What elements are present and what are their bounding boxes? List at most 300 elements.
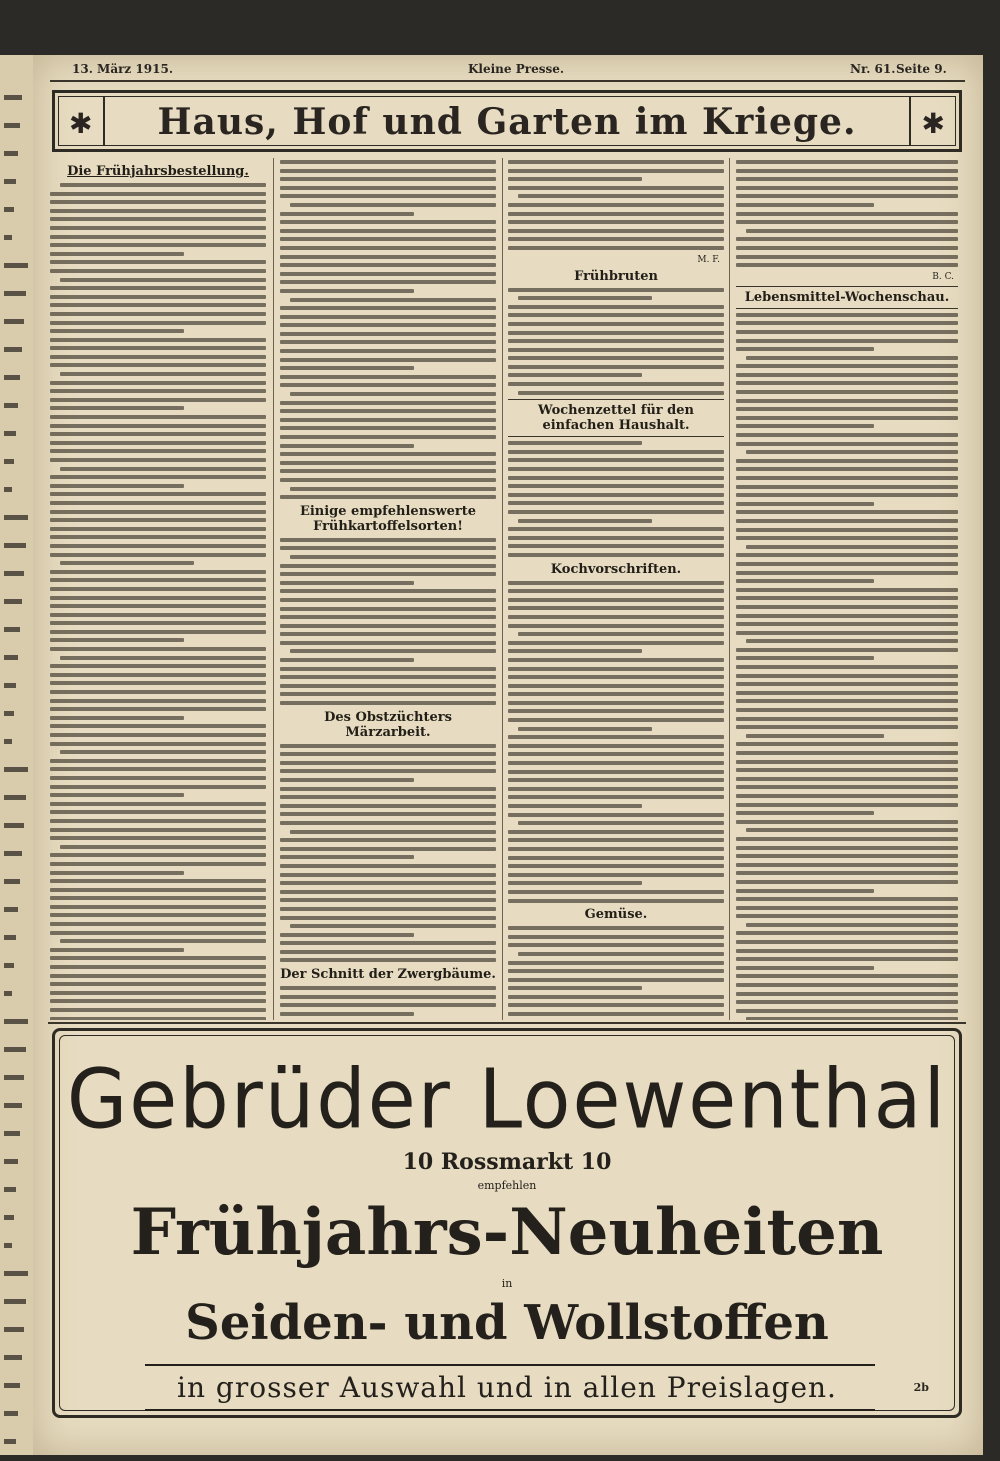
text-line bbox=[280, 323, 496, 327]
text-line bbox=[280, 752, 496, 756]
text-line bbox=[736, 364, 958, 368]
ad-verb: empfehlen bbox=[477, 1179, 537, 1192]
text-line bbox=[280, 881, 496, 885]
text-line bbox=[50, 724, 266, 728]
text-line bbox=[60, 278, 266, 282]
text-line bbox=[280, 538, 496, 542]
article-body bbox=[508, 160, 724, 250]
text-line bbox=[50, 458, 266, 462]
text-line bbox=[736, 605, 958, 609]
text-line bbox=[736, 717, 958, 721]
adjacent-text-fragment bbox=[4, 95, 22, 100]
text-line bbox=[50, 295, 266, 299]
text-line bbox=[736, 854, 958, 858]
text-line bbox=[50, 355, 266, 359]
text-line bbox=[508, 718, 724, 722]
text-line bbox=[280, 435, 496, 439]
text-line bbox=[736, 871, 958, 875]
text-line bbox=[50, 913, 266, 917]
author-initials: B. C. bbox=[932, 271, 954, 282]
text-line bbox=[60, 845, 266, 849]
text-line bbox=[508, 212, 724, 216]
text-line bbox=[280, 349, 496, 353]
ad-mark: 2b bbox=[913, 1381, 929, 1394]
text-line bbox=[518, 519, 652, 523]
text-line bbox=[280, 169, 496, 173]
text-line bbox=[50, 905, 266, 909]
text-line bbox=[280, 220, 496, 224]
text-line bbox=[736, 725, 958, 729]
section-title: Haus, Hof und Garten im Kriege. bbox=[157, 101, 857, 143]
text-line bbox=[280, 933, 414, 937]
text-line bbox=[50, 312, 266, 316]
text-line bbox=[736, 992, 958, 996]
text-line bbox=[50, 673, 266, 677]
text-line bbox=[50, 441, 266, 445]
text-line bbox=[280, 615, 496, 619]
text-line bbox=[508, 873, 724, 877]
text-line bbox=[508, 339, 724, 343]
text-line bbox=[50, 948, 184, 952]
adjacent-text-fragment bbox=[4, 599, 22, 604]
text-line bbox=[50, 449, 266, 453]
text-line bbox=[736, 433, 958, 437]
text-line bbox=[50, 759, 266, 763]
adjacent-text-fragment bbox=[4, 683, 16, 688]
text-line bbox=[290, 392, 496, 396]
text-line bbox=[508, 220, 724, 224]
text-line bbox=[736, 321, 958, 325]
text-line bbox=[280, 461, 496, 465]
adjacent-text-fragment bbox=[4, 1355, 22, 1360]
text-line bbox=[736, 476, 958, 480]
text-line bbox=[280, 469, 496, 473]
adjacent-text-fragment bbox=[4, 207, 14, 212]
text-line bbox=[280, 280, 496, 284]
text-line bbox=[50, 235, 266, 239]
text-line bbox=[736, 966, 874, 970]
text-line bbox=[736, 399, 958, 403]
text-line bbox=[508, 692, 724, 696]
adjacent-text-fragment bbox=[4, 1411, 18, 1416]
text-line bbox=[280, 589, 496, 593]
adjacent-text-fragment bbox=[4, 711, 14, 716]
adjacent-text-fragment bbox=[4, 655, 18, 660]
text-line bbox=[280, 838, 496, 842]
text-line bbox=[290, 830, 496, 834]
advertisement bbox=[52, 1028, 962, 1418]
text-line bbox=[280, 624, 496, 628]
adjacent-text-fragment bbox=[4, 263, 28, 268]
text-line bbox=[508, 838, 724, 842]
ad-headline: Frühjahrs-Neuheiten bbox=[130, 1195, 884, 1270]
text-line bbox=[736, 339, 958, 343]
text-line bbox=[50, 681, 266, 685]
text-line bbox=[280, 812, 496, 816]
text-line bbox=[736, 794, 958, 798]
text-line bbox=[736, 1000, 958, 1004]
text-line bbox=[736, 553, 958, 557]
text-line bbox=[736, 407, 958, 411]
text-line bbox=[50, 922, 266, 926]
text-line bbox=[736, 949, 958, 953]
adjacent-text-fragment bbox=[4, 571, 24, 576]
text-line bbox=[508, 778, 724, 782]
text-line bbox=[508, 356, 724, 360]
text-line bbox=[518, 952, 724, 956]
text-line bbox=[508, 881, 642, 885]
text-line bbox=[50, 733, 266, 737]
text-line bbox=[508, 237, 724, 241]
adjacent-text-fragment bbox=[4, 1215, 14, 1220]
adjacent-text-fragment bbox=[4, 627, 20, 632]
column-1 bbox=[50, 160, 266, 1020]
text-line bbox=[518, 194, 724, 198]
text-line bbox=[736, 169, 958, 173]
text-line bbox=[50, 501, 266, 505]
text-line bbox=[50, 269, 266, 273]
text-line bbox=[50, 510, 266, 514]
text-line bbox=[280, 916, 496, 920]
text-line bbox=[508, 382, 724, 386]
text-line bbox=[508, 527, 724, 531]
adjacent-text-fragment bbox=[4, 487, 12, 492]
text-line bbox=[60, 656, 266, 660]
text-line bbox=[508, 795, 724, 799]
text-line bbox=[280, 873, 496, 877]
adjacent-text-fragment bbox=[4, 991, 12, 996]
text-line bbox=[736, 562, 958, 566]
text-line bbox=[508, 458, 724, 462]
text-line bbox=[508, 813, 724, 817]
text-line bbox=[280, 898, 496, 902]
issue-number: Nr. 61. bbox=[850, 62, 896, 76]
text-line bbox=[518, 727, 652, 731]
text-line bbox=[50, 192, 266, 196]
text-line bbox=[508, 684, 724, 688]
text-line bbox=[50, 776, 266, 780]
text-line bbox=[280, 263, 496, 267]
adjacent-text-fragment bbox=[4, 1243, 12, 1248]
text-line bbox=[736, 880, 958, 884]
text-line bbox=[736, 255, 958, 259]
adjacent-text-fragment bbox=[4, 179, 16, 184]
text-line bbox=[736, 502, 874, 506]
text-line bbox=[50, 853, 266, 857]
section-banner bbox=[52, 90, 962, 152]
text-line bbox=[50, 999, 266, 1003]
text-line bbox=[280, 847, 496, 851]
adjacent-text-fragment bbox=[4, 851, 22, 856]
text-line bbox=[280, 186, 496, 190]
text-line bbox=[736, 160, 958, 164]
article-body bbox=[736, 160, 958, 267]
text-line bbox=[508, 331, 724, 335]
text-line bbox=[746, 450, 958, 454]
text-line bbox=[736, 330, 958, 334]
text-line bbox=[508, 761, 724, 765]
text-line bbox=[280, 444, 414, 448]
text-line bbox=[280, 418, 496, 422]
text-line bbox=[50, 716, 184, 720]
text-line bbox=[50, 406, 184, 410]
text-line bbox=[280, 658, 414, 662]
text-line bbox=[280, 701, 496, 705]
text-line bbox=[736, 708, 958, 712]
text-line bbox=[508, 450, 724, 454]
page-number: Seite 9. bbox=[896, 62, 947, 76]
text-line bbox=[280, 452, 496, 456]
text-line bbox=[280, 995, 496, 999]
text-line bbox=[50, 587, 266, 591]
text-line bbox=[50, 974, 266, 978]
text-line bbox=[280, 478, 496, 482]
text-line bbox=[50, 664, 266, 668]
column-4 bbox=[736, 160, 958, 1020]
text-line bbox=[50, 613, 266, 617]
author-initials: M. F. bbox=[697, 254, 720, 265]
text-line bbox=[508, 501, 724, 505]
text-line bbox=[736, 528, 958, 532]
text-line bbox=[280, 958, 496, 962]
text-line bbox=[50, 200, 266, 204]
text-line bbox=[280, 332, 496, 336]
text-line bbox=[280, 315, 496, 319]
text-line bbox=[50, 879, 266, 883]
text-line bbox=[280, 855, 414, 859]
text-line bbox=[50, 260, 266, 264]
article-body bbox=[50, 183, 266, 1020]
adjacent-text-fragment bbox=[4, 1075, 24, 1080]
text-line bbox=[50, 1017, 266, 1020]
text-line bbox=[736, 390, 958, 394]
text-line bbox=[280, 804, 496, 808]
text-line bbox=[50, 931, 266, 935]
text-line bbox=[508, 752, 724, 756]
text-line bbox=[50, 647, 266, 651]
text-line bbox=[280, 675, 496, 679]
adjacent-text-fragment bbox=[4, 795, 26, 800]
text-line bbox=[50, 321, 266, 325]
text-line bbox=[736, 897, 958, 901]
text-line bbox=[50, 389, 266, 393]
text-line bbox=[746, 734, 884, 738]
text-line bbox=[508, 1003, 724, 1007]
text-line bbox=[508, 641, 724, 645]
text-line bbox=[508, 847, 724, 851]
text-line bbox=[280, 1003, 496, 1007]
header-rule bbox=[50, 80, 965, 82]
adjacent-text-fragment bbox=[4, 1383, 20, 1388]
text-line bbox=[736, 957, 958, 961]
text-line bbox=[736, 212, 958, 216]
text-line bbox=[508, 203, 724, 207]
text-line bbox=[736, 313, 958, 317]
text-line bbox=[736, 186, 958, 190]
text-line bbox=[290, 649, 496, 653]
text-line bbox=[280, 632, 496, 636]
text-line bbox=[736, 742, 958, 746]
text-line bbox=[50, 527, 266, 531]
adjacent-text-fragment bbox=[4, 1159, 18, 1164]
text-line bbox=[508, 1012, 724, 1016]
text-line bbox=[280, 246, 496, 250]
text-line bbox=[280, 744, 496, 748]
adjacent-text-fragment bbox=[4, 1271, 28, 1276]
text-line bbox=[50, 217, 266, 221]
text-line bbox=[746, 1017, 958, 1020]
text-line bbox=[736, 674, 958, 678]
text-line bbox=[518, 391, 724, 395]
article-heading: Der Schnitt der Zwergbäume. bbox=[280, 967, 496, 983]
text-line bbox=[736, 820, 958, 824]
text-line bbox=[280, 684, 496, 688]
text-line bbox=[50, 518, 266, 522]
text-line bbox=[60, 561, 194, 565]
text-line bbox=[508, 649, 642, 653]
text-line bbox=[508, 160, 724, 164]
text-line bbox=[280, 194, 496, 198]
text-line bbox=[280, 795, 496, 799]
text-line bbox=[280, 641, 496, 645]
text-line bbox=[736, 220, 958, 224]
text-line bbox=[736, 459, 958, 463]
text-line bbox=[736, 614, 958, 618]
text-line bbox=[508, 544, 724, 548]
text-line bbox=[50, 570, 266, 574]
text-line bbox=[508, 581, 724, 585]
text-line bbox=[280, 426, 496, 430]
text-line bbox=[50, 329, 184, 333]
text-line bbox=[280, 890, 496, 894]
ad-rule-top bbox=[145, 1364, 875, 1366]
adjacent-text-fragment bbox=[4, 823, 24, 828]
text-line bbox=[280, 401, 496, 405]
article-heading: Frühbruten bbox=[574, 268, 658, 284]
text-line bbox=[280, 546, 496, 550]
text-line bbox=[508, 493, 724, 497]
adjacent-text-fragment bbox=[4, 235, 12, 240]
adjacent-text-fragment bbox=[4, 515, 28, 520]
text-line bbox=[736, 760, 958, 764]
article-heading: Lebensmittel-Wochenschau. bbox=[736, 286, 958, 309]
text-line bbox=[736, 940, 958, 944]
text-line bbox=[736, 837, 958, 841]
text-line bbox=[508, 995, 724, 999]
text-line bbox=[736, 485, 958, 489]
text-line bbox=[736, 579, 874, 583]
text-line bbox=[736, 519, 958, 523]
text-line bbox=[508, 864, 724, 868]
ad-rule-bottom bbox=[145, 1409, 875, 1411]
star-ornament-left-icon: ✱ bbox=[69, 107, 93, 140]
text-line bbox=[508, 675, 724, 679]
text-line bbox=[60, 372, 266, 376]
text-line bbox=[736, 983, 958, 987]
text-line bbox=[280, 229, 496, 233]
text-line bbox=[280, 375, 496, 379]
article-heading: Kochvorschriften. bbox=[550, 561, 682, 577]
text-line bbox=[736, 631, 958, 635]
text-line bbox=[50, 707, 266, 711]
text-line bbox=[290, 487, 496, 491]
star-ornament-right-icon: ✱ bbox=[921, 107, 945, 140]
text-line bbox=[736, 803, 958, 807]
text-line bbox=[290, 924, 496, 928]
text-line bbox=[736, 906, 958, 910]
text-line bbox=[50, 596, 266, 600]
text-line bbox=[508, 305, 724, 309]
text-line bbox=[280, 821, 496, 825]
adjacent-text-fragment bbox=[4, 319, 24, 324]
text-line bbox=[508, 606, 724, 610]
text-line bbox=[736, 424, 874, 428]
text-line bbox=[50, 226, 266, 230]
article-heading: Die Frühjahrsbestellung. bbox=[67, 164, 249, 179]
text-line bbox=[736, 237, 958, 241]
text-line bbox=[508, 978, 724, 982]
adjacent-text-fragment bbox=[4, 1103, 22, 1108]
text-line bbox=[50, 381, 266, 385]
text-line bbox=[508, 926, 724, 930]
text-line bbox=[280, 761, 496, 765]
text-line bbox=[280, 160, 496, 164]
article-body bbox=[280, 160, 496, 499]
text-line bbox=[50, 484, 184, 488]
text-line bbox=[50, 956, 266, 960]
text-line bbox=[518, 296, 652, 300]
text-line bbox=[508, 830, 724, 834]
text-line bbox=[736, 467, 958, 471]
text-line bbox=[736, 811, 874, 815]
text-line bbox=[508, 624, 724, 628]
text-line bbox=[280, 289, 414, 293]
text-line bbox=[50, 888, 266, 892]
text-line bbox=[50, 544, 266, 548]
text-line bbox=[736, 373, 958, 377]
ad-goods: Seiden- und Wollstoffen bbox=[185, 1295, 829, 1351]
text-line bbox=[508, 229, 724, 233]
text-line bbox=[508, 615, 724, 619]
text-line bbox=[736, 846, 958, 850]
text-line bbox=[280, 366, 414, 370]
text-line bbox=[736, 263, 958, 267]
text-line bbox=[508, 288, 724, 292]
text-line bbox=[50, 982, 266, 986]
text-line bbox=[508, 476, 724, 480]
text-line bbox=[60, 750, 266, 754]
text-line bbox=[280, 177, 496, 181]
adjacent-text-fragment bbox=[4, 403, 18, 408]
adjacent-text-fragment bbox=[4, 907, 18, 912]
article-body bbox=[280, 986, 496, 1020]
column-3 bbox=[508, 160, 724, 1020]
text-line bbox=[508, 510, 724, 514]
text-line bbox=[736, 777, 958, 781]
text-line bbox=[508, 701, 724, 705]
text-line bbox=[508, 899, 724, 903]
article-body bbox=[280, 744, 496, 963]
adjacent-text-fragment bbox=[4, 879, 20, 884]
text-line bbox=[736, 691, 958, 695]
text-line bbox=[280, 340, 496, 344]
text-line bbox=[508, 943, 724, 947]
text-line bbox=[280, 950, 496, 954]
text-line bbox=[508, 804, 642, 808]
text-line bbox=[508, 441, 642, 445]
paper-name: Kleine Presse. bbox=[468, 62, 565, 76]
text-line bbox=[60, 939, 266, 943]
